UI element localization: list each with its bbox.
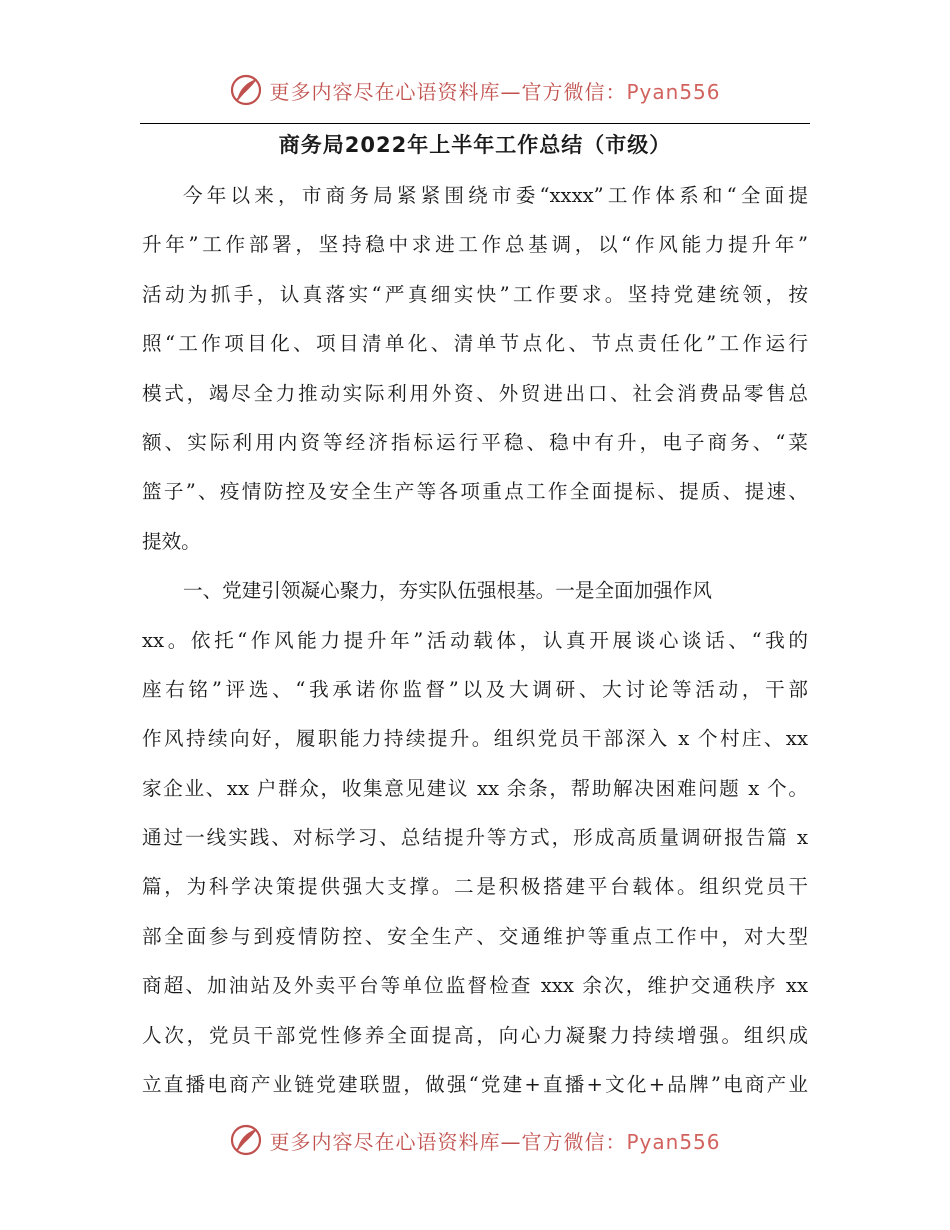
document-body (142, 175, 808, 1113)
body-line: 家企业、xx 户群众，收集意见建议 xx 余条，帮助解决困难问题 x 个。 (142, 776, 808, 800)
body-line: 一、党建引领凝心聚力，夯实队伍强根基。一是全面加强作风 (183, 579, 713, 603)
body-line: 篇，为科学决策提供强大支撑。二是积极搭建平台载体。组织党员干 (142, 875, 808, 899)
body-line: 升年”工作部署，坚持稳中求进工作总基调，以“作风能力提升年” (142, 233, 808, 257)
banner-text (269, 1126, 720, 1155)
body-line: 今年以来，市商务局紧紧围绕市委“xxxx”工作体系和“全面提 (183, 184, 808, 207)
body-line: 部全面参与到疫情防控、安全生产、交通维护等重点工作中，对大型 (142, 924, 808, 948)
body-line: 作风持续向好，履职能力持续提升。组织党员干部深入 x 个村庄、xx (142, 727, 808, 751)
banner-contact: Pyan556 (626, 1129, 721, 1154)
body-line: 模式，竭尽全力推动实际利用外资、外贸进出口、社会消费品零售总 (142, 381, 808, 405)
body-line: 篮子”、疫情防控及安全生产等各项重点工作全面提标、提质、提速、 (142, 480, 808, 504)
quill-logo-icon (229, 1123, 263, 1157)
banner-contact: Pyan556 (626, 79, 721, 104)
header-watermark-banner (0, 70, 950, 110)
body-line: 额、实际利用内资等经济指标运行平稳、稳中有升，电子商务、“菜 (142, 430, 808, 454)
body-line: 提效。 (142, 529, 201, 553)
document-title: 商务局2022年上半年工作总结（市级） (278, 133, 672, 157)
body-line: 座右铭”评选、“我承诺你监督”以及大调研、大讨论等活动，干部 (142, 677, 808, 701)
body-line: 活动为抓手，认真落实“严真细实快”工作要求。坚持党建统领，按 (142, 282, 808, 306)
banner-text (269, 76, 720, 105)
banner-slogan: 更多内容尽在心语资料库—官方微信： (269, 1129, 627, 1154)
body-line: xx。依托“作风能力提升年”活动载体，认真开展谈心谈话、“我的 (142, 628, 808, 652)
banner-slogan: 更多内容尽在心语资料库—官方微信： (269, 79, 627, 104)
footer-watermark-banner (0, 1120, 950, 1160)
header-rule (140, 123, 810, 124)
body-line: 人次，党员干部党性修养全面提高，向心力凝聚力持续增强。组织成 (142, 1023, 808, 1047)
body-line: 照“工作项目化、项目清单化、清单节点化、节点责任化”工作运行 (142, 332, 808, 356)
body-line: 商超、加油站及外卖平台等单位监督检查 xxx 余次，维护交通秩序 xx (142, 974, 808, 998)
quill-logo-icon (229, 73, 263, 107)
body-line: 立直播电商产业链党建联盟，做强“党建+直播+文化+品牌”电商产业 (142, 1073, 808, 1097)
body-line: 通过一线实践、对标学习、总结提升等方式，形成高质量调研报告篇 x (142, 826, 808, 850)
